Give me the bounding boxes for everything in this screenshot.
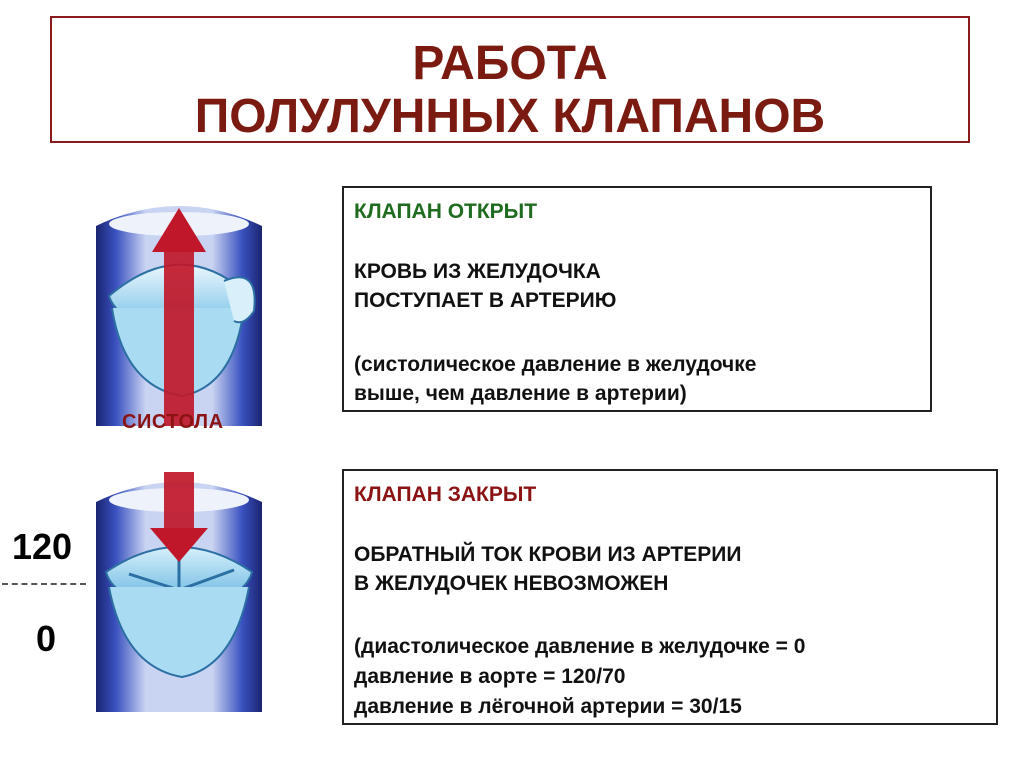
systole-label: СИСТОЛА xyxy=(122,411,224,433)
closed-valve-note-1: (диастолическое давление в желудочке = 0 xyxy=(354,635,806,658)
open-valve-note-1: (систолическое давление в желудочке xyxy=(354,353,757,376)
closed-valve-heading: КЛАПАН ЗАКРЫТ xyxy=(354,483,537,506)
closed-valve-box xyxy=(342,469,998,725)
open-valve-illustration xyxy=(84,196,274,436)
pressure-high-label: 120 xyxy=(12,526,73,567)
open-valve-note-2: выше, чем давление в артерии) xyxy=(354,382,687,405)
arrow-up-shaft xyxy=(164,248,194,426)
arrow-down-shaft xyxy=(164,472,194,534)
closed-valve-illustration xyxy=(84,462,274,717)
open-valve-box xyxy=(342,186,932,412)
open-valve-line-1: КРОВЬ ИЗ ЖЕЛУДОЧКА xyxy=(354,260,601,283)
title-line-1: РАБОТА xyxy=(412,37,608,90)
pressure-low-label: 0 xyxy=(36,618,57,659)
closed-valve-note-2: давление в аорте = 120/70 xyxy=(354,665,626,688)
pressure-divider xyxy=(2,583,86,585)
open-valve-heading: КЛАПАН ОТКРЫТ xyxy=(354,200,538,223)
title-box xyxy=(50,16,970,143)
closed-valve-note-3: давление в лёгочной артерии = 30/15 xyxy=(354,695,742,718)
closed-valve-line-1: ОБРАТНЫЙ ТОК КРОВИ ИЗ АРТЕРИИ xyxy=(354,543,742,566)
closed-valve-line-2: В ЖЕЛУДОЧЕК НЕВОЗМОЖЕН xyxy=(354,572,669,595)
title-line-2: ПОЛУЛУННЫХ КЛАПАНОВ xyxy=(194,90,826,143)
open-valve-line-2: ПОСТУПАЕТ В АРТЕРИЮ xyxy=(354,289,617,312)
